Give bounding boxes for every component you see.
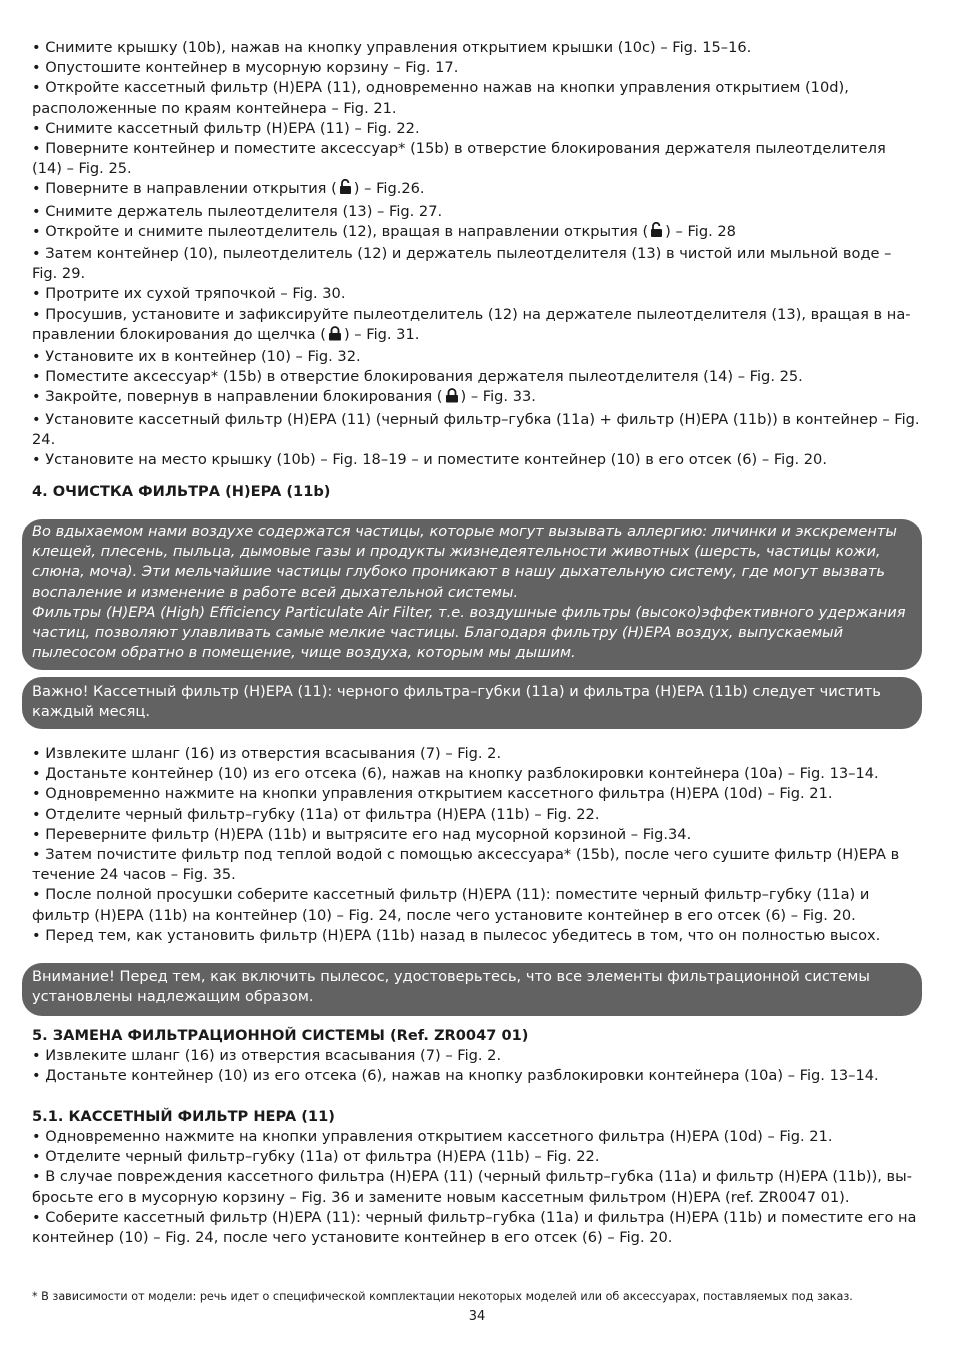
list-item: • Протрите их сухой тряпочкой – Fig. 30. <box>32 285 346 303</box>
step-text: • Откройте и снимите пылеотделитель (12), вращая в направлении открытия ( <box>32 222 649 240</box>
list-item: • Откройте кассетный фильтр (H)EPA (11), одновременно нажав на кнопки управления открытием (10d), расположенные по краям контейнера – Fig. 21. <box>32 79 849 117</box>
list-item: • Извлеките шланг (16) из отверстия всасывания (7) – Fig. 2. <box>32 745 502 762</box>
warning-box <box>22 963 922 1016</box>
info-box <box>22 519 922 670</box>
list-item: • Перед тем, как установить фильтр (H)EPA (11b) назад в пылесос убедитесь в том, что он полностью высох. <box>32 926 881 944</box>
list-item <box>0 222 954 244</box>
page-number: 34 <box>468 1309 486 1324</box>
step-text: • Поверните в направлении открытия ( <box>32 180 337 198</box>
list-item: • Установите их в контейнер (10) – Fig. 32. <box>32 348 361 366</box>
list-item: • Переверните фильтр (H)EPA (11b) и вытрясите его над мусорной корзиной – Fig.34. <box>32 825 692 843</box>
info-paragraph: Во вдыхаемом нами воздухе содержатся частицы, которые могут вызывать аллергию: личинки и экскременты клещей, плесень, пыльца, дымовые газы и продукты жизнедеятельности животных (шерсть, частицы кожи, слюна, моча). Эти мельчайшие частицы глубоко проникают в нашу дыхательную систему, где могут вызвать воспаление и изменение в работе всей дыхательной системы. <box>32 523 897 601</box>
list-item: • Установите на место крышку (10b) – Fig. 18–19 – и поместите контейнер (10) в его отсек (6) – Fig. 20. <box>32 451 827 469</box>
list-item: • Одновременно нажмите на кнопки управления открытием кассетного фильтра (H)EPA (10d) – Fig. 21. <box>32 1128 833 1145</box>
list-item: • Снимите крышку (10b), нажав на кнопку управления открытием крышки (10c) – Fig. 15–16. <box>32 39 752 56</box>
list-item: • Поместите аксессуар* (15b) в отверстие блокирования держателя пылеотделителя (14) – Fig. 25. <box>32 368 803 386</box>
list-item <box>0 179 954 201</box>
locked-padlock-icon <box>445 388 459 409</box>
section-5-1-steps <box>0 1127 954 1248</box>
section-5-1-heading: 5.1. КАССЕТНЫЙ ФИЛЬТР HEPA (11) <box>32 1108 335 1125</box>
warning-note: Внимание! Перед тем, как включить пылесос, удостоверьтесь, что все элементы фильтрационной системы установлены надлежащим образом. <box>32 968 870 1006</box>
unlocked-padlock-icon <box>339 179 352 201</box>
list-item: • В случае повреждения кассетного фильтра (H)EPA (11) (черный фильтр–губка (11a) и фильтр (H)EPA (11b)), выбросьте его в мусорную корзину – Fig. 36 и замените новым кассетным фильтром (H)EPA (ref. ZR0047 01). <box>32 1168 912 1206</box>
important-box <box>22 677 922 729</box>
step-text: ) – Fig. 31. <box>343 325 420 343</box>
list-item: • Снимите кассетный фильтр (H)EPA (11) – Fig. 22. <box>32 119 420 137</box>
list-item: • Одновременно нажмите на кнопки управления открытием кассетного фильтра (H)EPA (10d) – Fig. 21. <box>32 785 833 803</box>
info-paragraph: Фильтры (H)EPA (High) Efficiency Particulate Air Filter, т.е. воздушные фильтры (высоко)эффективного удержания частиц, позволяют улавливать самые мелкие частицы. Благодаря фильтру (H)EPA воздух, выпускаемый пылесосом обратно в помещение, чище воздуха, которым мы дышим. <box>32 603 906 662</box>
list-item <box>0 305 954 347</box>
section-5-heading: 5. ЗАМЕНА ФИЛЬТРАЦИОННОЙ СИСТЕМЫ (Ref. ZR0047 01) <box>32 1027 529 1044</box>
list-item: • Соберите кассетный фильтр (H)EPA (11): черный фильтр–губка (11a) и фильтра (H)EPA (11b) и поместите его на контейнер (10) – Fig. 24, после чего установите контейнер в его отсек (6) – Fig. 20. <box>32 1208 917 1247</box>
section-4-steps <box>0 744 954 946</box>
section-5-steps <box>0 1046 954 1086</box>
important-note: Важно! Кассетный фильтр (H)EPA (11): черного фильтра–губки (11a) и фильтра (H)EPA (11b) следует чистить каждый месяц. <box>32 683 881 721</box>
list-item: • Поверните контейнер и поместите аксессуар* (15b) в отверстие блокирования держателя пылеотделителя (14) – Fig. 25. <box>32 140 886 178</box>
list-item: • Снимите держатель пылеотделителя (13) – Fig. 27. <box>32 202 443 220</box>
step-text: ) – Fig. 33. <box>460 388 536 406</box>
unlocked-padlock-icon <box>650 222 663 244</box>
list-item <box>0 387 954 409</box>
list-item: • Затем контейнер (10), пылеотделитель (12) и держатель пылеотделителя (13) в чистой или мыльной воде – Fig. 29. <box>32 245 892 283</box>
step-text: • Просушив, установите и зафиксируйте пылеотделитель (12) на держателе пылеотделителя (13), вращая в направлении блокирования до щелчка ( <box>32 305 911 343</box>
list-item: • Отделите черный фильтр–губку (11a) от фильтра (H)EPA (11b) – Fig. 22. <box>32 1148 600 1166</box>
list-item: • После полной просушки соберите кассетный фильтр (H)EPA (11): поместите черный фильтр–губку (11a) и фильтр (H)EPA (11b) на контейнер (10) – Fig. 24, после чего установите контейнер в его отсек (6) – Fig. 20. <box>32 886 870 924</box>
list-item: • Отделите черный фильтр–губку (11a) от фильтра (H)EPA (11b) – Fig. 22. <box>32 805 600 823</box>
top-steps-list <box>0 38 954 470</box>
list-item: • Достаньте контейнер (10) из его отсека (6), нажав на кнопку разблокировки контейнера (10a) – Fig. 13–14. <box>32 1067 879 1085</box>
footnote: * В зависимости от модели: речь идет о специфической комплектации некоторых моделей или об аксессуарах, поставляемых под заказ. <box>32 1290 853 1303</box>
list-item: • Затем почистите фильтр под теплой водой с помощью аксессуара* (15b), после чего сушите фильтр (H)EPA в течение 24 часов – Fig. 35. <box>32 846 900 884</box>
list-item: • Извлеките шланг (16) из отверстия всасывания (7) – Fig. 2. <box>32 1047 502 1064</box>
list-item: • Установите кассетный фильтр (H)EPA (11) (черный фильтр–губка (11a) + фильтр (H)EPA (11b)) в контейнер – Fig. 24. <box>32 410 920 448</box>
step-text: • Закройте, повернув в направлении блокирования ( <box>32 388 443 406</box>
step-text: ) – Fig. 28 <box>665 222 736 240</box>
locked-padlock-icon <box>328 326 342 347</box>
list-item: • Достаньте контейнер (10) из его отсека (6), нажав на кнопку разблокировки контейнера (10a) – Fig. 13–14. <box>32 765 879 783</box>
step-text: ) – Fig.26. <box>353 180 425 198</box>
list-item: • Опустошите контейнер в мусорную корзину – Fig. 17. <box>32 59 459 77</box>
section-4-heading: 4. ОЧИСТКА ФИЛЬТРА (H)EPA (11b) <box>32 483 331 500</box>
